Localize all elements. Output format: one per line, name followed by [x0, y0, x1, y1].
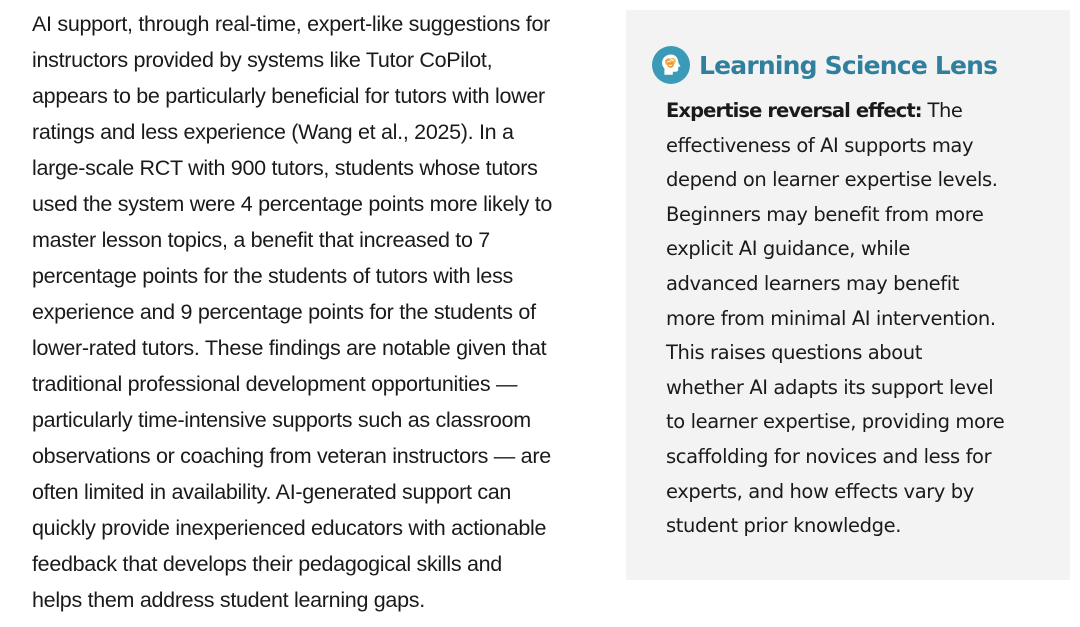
paragraph-line: often limited in availability. AI-generated support can — [32, 480, 512, 504]
paragraph-line: large-scale RCT with 900 tutors, students whose tutors — [32, 156, 538, 180]
callout-line: to learner expertise, providing more — [666, 410, 1005, 434]
paragraph-line: experience and 9 percentage points for the students of — [32, 300, 536, 324]
callout-line: student prior knowledge. — [666, 514, 901, 538]
paragraph-line: AI support, through real-time, expert-like suggestions for — [32, 12, 550, 36]
callout-line: scaffolding for novices and less for — [666, 444, 992, 468]
paragraph-line: used the system were 4 percentage points more likely to — [32, 192, 553, 216]
paragraph-line: instructors provided by systems like Tutor CoPilot, — [32, 48, 493, 72]
callout-line: whether AI adapts its support level — [666, 375, 994, 399]
callout-line: depend on learner expertise levels. — [666, 168, 998, 192]
callout-first-line — [666, 94, 1066, 129]
paragraph-line: traditional professional development opportunities — — [32, 372, 518, 396]
callout-line: explicit AI guidance, while — [666, 237, 910, 261]
body-paragraph — [32, 6, 602, 618]
callout-line: more from minimal AI intervention. — [666, 306, 996, 330]
paragraph-line: percentage points for the students of tutors with less — [32, 264, 513, 288]
callout-lead-term: Expertise reversal effect: — [666, 99, 922, 122]
paragraph-line: particularly time-intensive supports such as classroom — [32, 408, 531, 432]
callout-title: Learning Science Lens — [699, 50, 998, 80]
learning-science-lens-callout — [626, 10, 1070, 580]
callout-first-line-rest: The — [921, 99, 963, 122]
callout-line: advanced learners may benefit — [666, 271, 959, 295]
paragraph-line: quickly provide inexperienced educators with actionable — [32, 516, 547, 540]
paragraph-line: feedback that develops their pedagogical skills and — [32, 552, 502, 576]
paragraph-line: appears to be particularly beneficial for tutors with lower — [32, 84, 545, 108]
callout-body — [666, 94, 1066, 544]
paragraph-line: master lesson topics, a benefit that increased to 7 — [32, 228, 490, 252]
paragraph-line: observations or coaching from veteran instructors — are — [32, 444, 551, 468]
callout-line: experts, and how effects vary by — [666, 479, 974, 503]
paragraph-line: helps them address student learning gaps. — [32, 588, 425, 612]
paragraph-line: ratings and less experience (Wang et al., 2025). In a — [32, 120, 514, 144]
callout-header — [652, 46, 997, 84]
paragraph-line: lower-rated tutors. These findings are notable given that — [32, 336, 547, 360]
brain-head-icon — [652, 46, 690, 84]
callout-line: Beginners may benefit from more — [666, 202, 984, 226]
callout-line: This raises questions about — [666, 341, 923, 365]
callout-line: effectiveness of AI supports may — [666, 133, 974, 157]
